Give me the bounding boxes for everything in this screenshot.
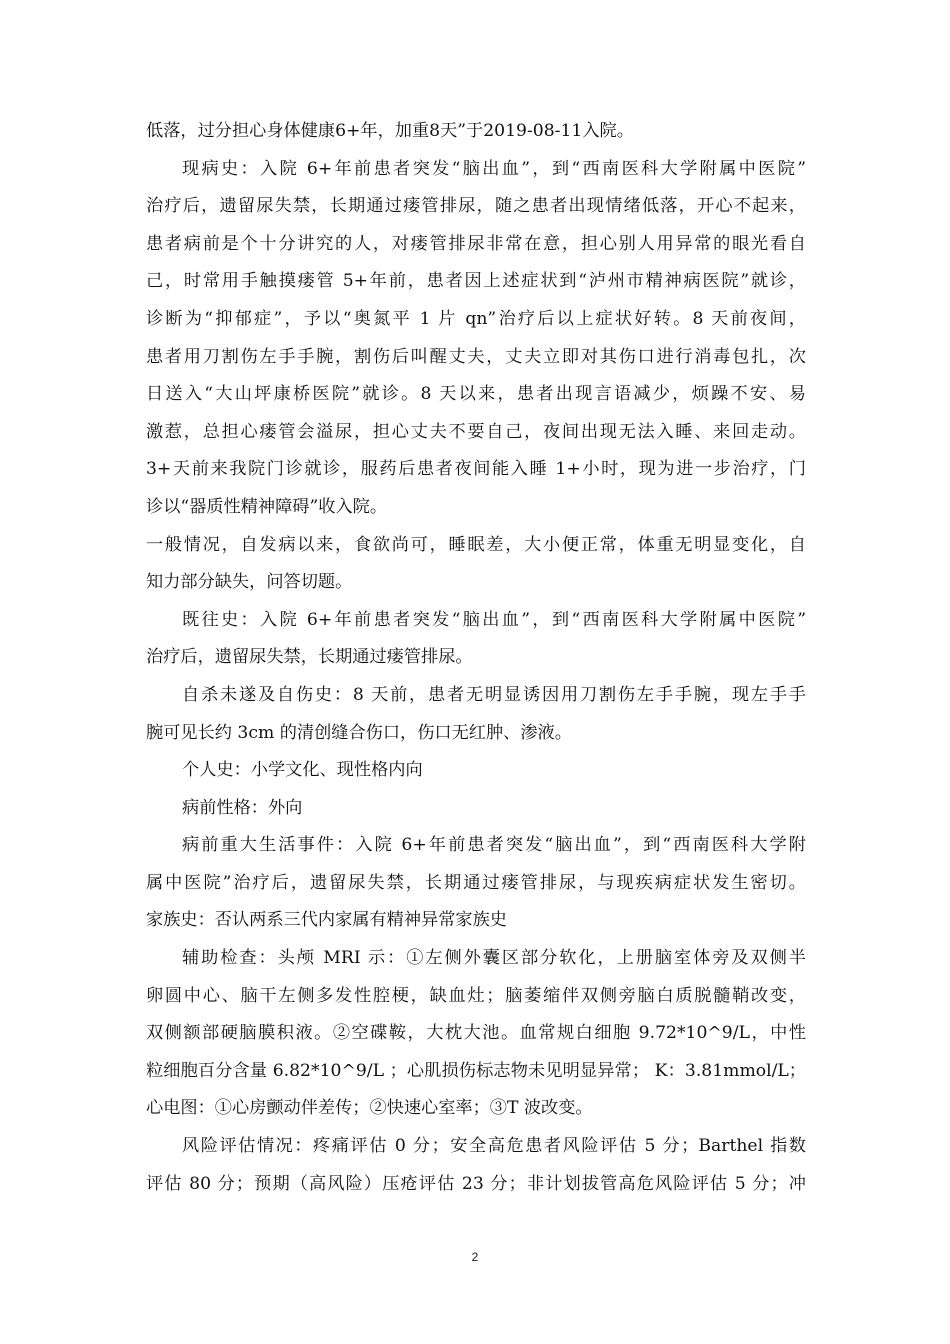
page-number: 2 (471, 1250, 479, 1264)
text-line: 低落，过分担心身体健康6+年，加重8天”于2019-08-11入院。 (146, 121, 634, 141)
text-line: 患者病前是个十分讲究的人，对瘘管排尿非常在意，担心别人用异常的眼光看自 (146, 233, 806, 254)
text-line: 激惹，总担心瘘管会溢尿，担心丈夫不要自己，夜间出现无法入睡、来回走动。 (146, 421, 806, 442)
text-line: 粒细胞百分含量 6.82*10^9/L ；心肌损伤标志物未见明显异常； K：3.81mmol/L； (146, 1060, 806, 1081)
self-harm-history-paragraph: 自杀未遂及自伤史：8 天前，患者无明显诱因用刀割伤左手手腕，现左手手 (182, 684, 806, 705)
text-line: 卵圆中心、脑干左侧多发性腔梗，缺血灶；脑萎缩伴双侧旁脑白质脱髓鞘改变， (146, 985, 806, 1006)
text-line: 诊以“器质性精神障碍”收入院。 (146, 496, 388, 517)
family-history-line: 家族史：否认两系三代内家属有精神异常家族史 (146, 910, 507, 931)
text-line: 日送入“大山坪康桥医院”就诊。8 天以来，患者出现言语减少，烦躁不安、易 (146, 384, 806, 405)
present-illness-paragraph: 现病史：入院 6+年前患者突发“脑出血”，到“西南医科大学附属中医院” (182, 158, 806, 179)
text-line: 评估 80 分；预期（高风险）压疮评估 23 分；非计划拔管高危风险评估 5 分；冲 (146, 1173, 806, 1194)
text-line: 知力部分缺失，问答切题。 (146, 572, 353, 593)
text-line: 己，时常用手触摸瘘管 5+年前，患者因上述症状到“泸州市精神病医院”就诊， (146, 271, 806, 292)
text-line: 治疗后，遗留尿失禁，长期通过瘘管排尿。 (146, 647, 473, 668)
past-history-paragraph: 既往史：入院 6+年前患者突发“脑出血”，到“西南医科大学附属中医院” (182, 609, 806, 630)
personal-history-line: 个人史：小学文化、现性格内向 (182, 760, 423, 781)
text-line: 患者用刀割伤左手手腕，割伤后叫醒丈夫，丈夫立即对其伤口进行消毒包扎，次 (146, 346, 806, 367)
auxiliary-exam-paragraph: 辅助检查：头颅 MRI 示：①左侧外囊区部分软化，上册脑室体旁及双侧半 (182, 948, 806, 969)
text-line: 双侧额部硬脑膜积液。②空碟鞍，大枕大池。血常规白细胞 9.72*10^9/L，中性 (146, 1023, 806, 1044)
text-line: 3+天前来我院门诊就诊，服药后患者夜间能入睡 1+小时，现为进一步治疗，门 (146, 459, 806, 480)
text-line: 诊断为“抑郁症”，予以“奥氮平 1 片 qn”治疗后以上症状好转。8 天前夜间， (146, 308, 806, 329)
text-line: 心电图：①心房颤动伴差传；②快速心室率；③T 波改变。 (146, 1098, 593, 1119)
premorbid-personality-line: 病前性格：外向 (182, 797, 303, 818)
document-body (146, 113, 806, 1203)
risk-assessment-paragraph: 风险评估情况：疼痛评估 0 分；安全高危患者风险评估 5 分；Barthel 指数 (182, 1136, 806, 1157)
life-events-paragraph: 病前重大生活事件：入院 6+年前患者突发“脑出血”，到“西南医科大学附 (182, 835, 806, 856)
text-line: 属中医院”治疗后，遗留尿失禁，长期通过瘘管排尿，与现疾病症状发生密切。 (146, 872, 806, 893)
text-line: 腕可见长约 3cm 的清创缝合伤口，伤口无红肿、渗液。 (146, 722, 572, 743)
text-line: 治疗后，遗留尿失禁，长期通过瘘管排尿，随之患者出现情绪低落，开心不起来， (146, 196, 806, 217)
general-condition-paragraph: 一般情况，自发病以来，食欲尚可，睡眠差，大小便正常，体重无明显变化，自 (146, 534, 806, 555)
